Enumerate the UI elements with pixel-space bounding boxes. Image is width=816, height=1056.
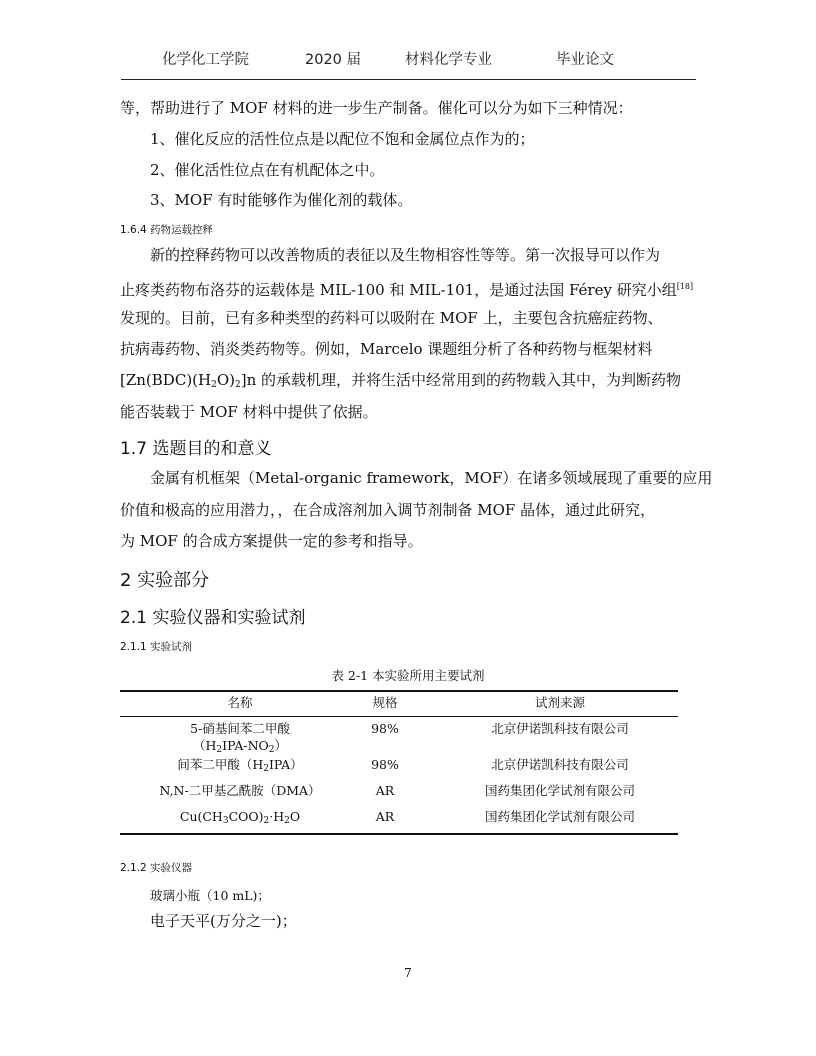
table-top-rule (120, 690, 678, 692)
instrument-item-1: 玻璃小瓶（10 mL)； (150, 888, 270, 903)
table-bottom-rule (120, 833, 678, 835)
catalysis-item-2: 2、催化活性位点在有机配体之中。 (150, 161, 385, 179)
sec-164-line-2-text: 止疼类药物布洛芬的运载体是 MIL-100 和 MIL-101，是通过法国 Férey 研究小组 (120, 281, 677, 299)
r1-n2-post: ） (274, 738, 288, 753)
formula-sub-1: 2 (211, 380, 217, 390)
r2-post: IPA） (268, 757, 303, 772)
chapter-2-heading: 2 实验部分 (120, 570, 210, 591)
r4-mid: COO) (228, 809, 264, 824)
sec-164-line-2 (120, 277, 693, 300)
header-major: 材料化学专业 (405, 52, 492, 68)
section-2-1-1-heading: 2.1.1 实验试剂 (120, 641, 193, 653)
table-row-1-spec: 98% (371, 721, 399, 736)
r1-n2-mid: IPA-NO (222, 738, 269, 753)
r4-sub2: 2 (263, 816, 270, 826)
sec-164-line-5 (120, 370, 681, 395)
section-1-6-4-heading: 1.6.4 药物运载控释 (120, 224, 214, 236)
r4-post: ·H (269, 809, 285, 824)
table-row-4-name (120, 808, 360, 830)
formula-sub-2: 2 (235, 380, 241, 390)
sec-164-line-4: 抗病毒药物、消炎类药物等。例如，Marcelo 课题组分析了各种药物与框架材料 (120, 340, 653, 358)
citation-18: [18] (676, 282, 694, 291)
table-header-source: 试剂来源 (534, 695, 585, 710)
r4-sub1: 3 (222, 816, 229, 826)
table-row-1-name-line1: 5-硝基间苯二甲酸 (190, 721, 290, 736)
formula-part-2: O) (216, 371, 235, 389)
table-row-3-spec: AR (375, 783, 395, 798)
sec-164-line-6: 能否装载于 MOF 材料中提供了依据。 (120, 403, 378, 421)
table-header-spec: 规格 (372, 695, 398, 710)
formula-part-3: ]n 的承载机理，并将生活中经常用到的药物载入其中，为判断药物 (240, 371, 682, 389)
r1-n2-pre: （H (192, 738, 217, 753)
r2-pre: 间苯二甲酸（H (177, 757, 264, 772)
table-row-2-spec: 98% (371, 757, 399, 772)
r1-n2-sub1: 2 (216, 745, 223, 755)
sec-17-line-1: 金属有机框架（Metal-organic framework，MOF）在诸多领域展现了重要的应用 (150, 469, 713, 487)
table-row-3-name: N,N-二甲基乙酰胺（DMA） (159, 783, 321, 798)
table-row-3-source: 国药集团化学试剂有限公司 (484, 783, 635, 798)
section-1-7-heading: 1.7 选题目的和意义 (120, 439, 272, 459)
page-header (122, 48, 696, 70)
header-year: 2020 届 (305, 52, 362, 68)
sec-164-line-1: 新的控释药物可以改善物质的表征以及生物相容性等等。第一次报导可以作为 (150, 246, 661, 264)
r2-sub: 2 (263, 764, 269, 774)
section-2-1-2-heading: 2.1.2 实验仪器 (120, 862, 193, 874)
table-row-2-name (120, 756, 360, 778)
intro-line: 等，帮助进行了 MOF 材料的进一步生产制备。催化可以分为如下三种情况： (120, 99, 633, 117)
section-2-1-heading: 2.1 实验仪器和实验试剂 (120, 608, 306, 628)
r1-n2-sub2: 2 (268, 745, 275, 755)
r4-pre: Cu(CH (179, 809, 223, 824)
r4-end: O (289, 809, 301, 824)
header-doc-type: 毕业论文 (556, 52, 614, 68)
catalysis-item-1: 1、催化反应的活性位点是以配位不饱和金属位点作为的； (150, 130, 535, 148)
table-header-rule (120, 716, 678, 717)
table-row-1-source: 北京伊诺凯科技有限公司 (491, 721, 629, 736)
header-divider (121, 79, 696, 80)
sec-17-line-2: 价值和极高的应用潜力，，在合成溶剂加入调节剂制备 MOF 晶体，通过此研究， (120, 501, 656, 519)
header-school: 化学化工学院 (162, 52, 249, 68)
sec-17-line-3: 为 MOF 的合成方案提供一定的参考和指导。 (120, 532, 423, 550)
table-row-4-spec: AR (375, 809, 395, 824)
catalysis-item-3: 3、MOF 有时能够作为催化剂的载体。 (150, 191, 413, 209)
r4-sub3: 2 (284, 816, 290, 826)
instrument-item-2: 电子天平(万分之一)； (150, 912, 297, 930)
formula-part-1: [Zn(BDC)(H (120, 371, 212, 389)
table-caption: 表 2-1 本实验所用主要试剂 (331, 668, 485, 683)
table-row-2-source: 北京伊诺凯科技有限公司 (491, 757, 629, 772)
page-number: 7 (404, 966, 412, 980)
table-header-name: 名称 (227, 695, 253, 710)
sec-164-line-3: 发现的。目前，已有多种类型的药料可以吸附在 MOF 上，主要包含抗癌症药物、 (120, 309, 663, 327)
table-row-4-source: 国药集团化学试剂有限公司 (484, 809, 635, 824)
